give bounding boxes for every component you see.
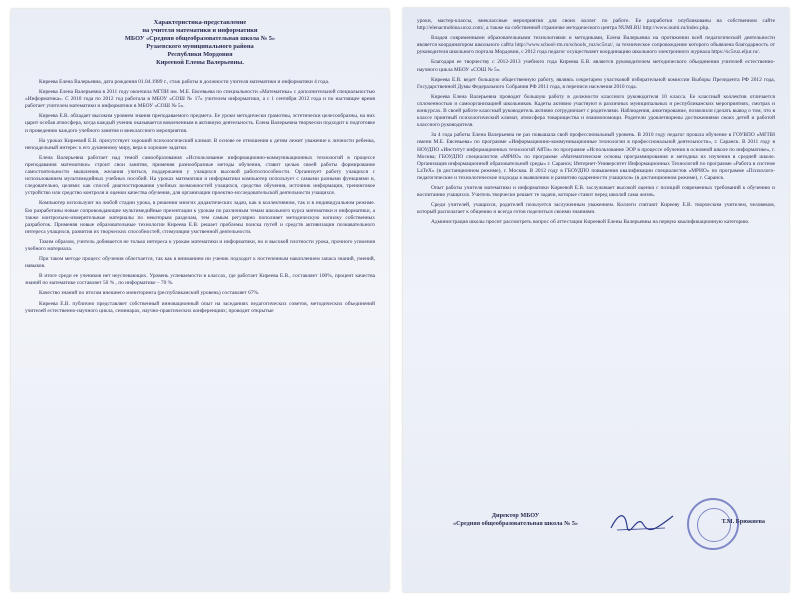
heading-line: на учителя математики и информатики <box>142 27 258 34</box>
paragraph: Компьютер используют на любой стадии урока, в решении многих дидактических задач, как в коллективном, так и в индивидуальном режиме. Ею разработаны новые сопровождающие мультимедийные презентации к урокам по различным темам школьного курса математики и информатики, а также контрольно-измерительные материалы по некоторым разделам, тем самым регулярно пополняет методическую копилку собственных разработок. Применяя новые образовательные технологии Киреева Е.В. решает проблемы поиска путей и средств активизации познавательного интереса учащихся, развития их творческих способностей, стимуляции умственной деятельности. <box>25 200 375 235</box>
heading-line: МБОУ «Средняя общеобразовательная школа № 5» <box>124 35 276 42</box>
document-heading <box>25 19 375 67</box>
paragraph: Благодаря ее творчеству с 2012-2013 учебного года Киреева Е.В. является руководителем методического объединения учителей естественно-научного цикла МБОУ «СОШ № 5». <box>417 59 775 73</box>
paragraph: Среди учителей, учащихся, родителей пользуется заслуженным уважением. Коллеги считают Кирееву Е.В. творческим учителем, человеком, который располагает к общению и всегда готов поделиться своими знаниями. <box>417 202 775 216</box>
right-document-page <box>403 8 789 592</box>
signatory-title-line: «Средняя общеобразовательная школа № 5» <box>453 520 579 527</box>
paragraph: Таким образом, учитель добивается не только интереса к урокам математики и информатики, но и высокой плотности урока, прочного усвоения учебного материала. <box>25 238 375 252</box>
paragraph: Киреева Елена Валерьевна в 2011 году окончила МГПИ им. М.Е. Евсевьева по специальности «Математика» с дополнительной специальностью «Информатика». С 2010 года по 2012 год работала в МБОУ «СОШ № 17» учителем информатики, а с 1 сентября 2012 года и по настоящее время работает учителем математики и информатики в МБОУ «СОШ № 5». <box>25 89 375 110</box>
paragraph: За 4 года работы Елена Валерьевна не раз повышала свой профессиональный уровень. В 2010 году педагог прошла обучение в ГОУВПО «МГПИ имени М.Е. Евсевьева» по программе «Информационно-коммуникационные технологии в профессиональной деятельности», г. Саранск. В 2011 году в НОУДПО «Институт информационных технологий АйТи» по программе «Использование ЭОР в процессе обучения в основной школе по информатике», г. Москва; ГБОУДПО специалистов «МРИО» по программе «Математические основы программирования и методика их изучения в средней школе. Организация информационной образовательной среды» г. Саранск; Интернет-Университет Информационных Технологий по программе «Работа в системе LaTeX» (в дистанционном режиме), г. Москва. В 2012 году в ГБОУДПО повышения квалификации специалистов «МРИО» по программе «Психолого-педагогические и технологические подходы к выявлению и развитию одаренности учащихся» (в дистанционном режиме), г. Саранск. <box>417 132 775 181</box>
paragraph: При таком методе процесс обучения облегчается, так как в вниманием ни ученик подходит к постепенным накоплением запаса знаний, умений, навыков. <box>25 256 375 270</box>
heading-line: Характеристика-представление <box>153 19 247 26</box>
left-page-content <box>25 19 375 581</box>
signature-block <box>417 498 775 548</box>
heading-line: Киреевой Елены Валерьевны. <box>156 59 244 66</box>
signatory-name: Т.М. Брюжиева <box>721 518 765 525</box>
paragraph: Владея современными образовательными технологиями и методиками, Елена Валерьевна на протяжении всей педагогической деятельности является координатором школьного сайта http://www.school-rm.ru/schools_ruz/sc5ruz/, за техническое сопровождение которого объявлена благодарность от руководителя школьного портала Мордовии, с 2012 года педагог осуществляет координацию школьного электронного журнала https://sc5ruz.eljur.ru/. <box>417 35 775 56</box>
handwritten-signature <box>607 508 677 536</box>
paragraph: Киреева Е.В. ведет большую общественную работу, являясь секретарем участковой избирательной комиссии Выборы Президента РФ 2012 года, Государственной Думы Федерального Собрания РФ 2011 года, в переписи населения 2010 года. <box>417 76 775 90</box>
paragraph: Киреева Е.В. публично представляет собственный инновационный опыт на заседаниях педагогических советов, методических объединений учителей естественно-научного цикла, семинарах, научно-практических конференциях; проводит открытые <box>25 300 375 314</box>
paragraph: Елена Валерьевна работает над темой самообразования «Использование информационно-коммуникационных технологий в процессе преподавания математики» строит свои занятия, применяя разнообразные методы обучения, ставит целью своей работы формирование самостоятельности мышления, желания учиться, поддержания у учащихся высокой работоспособности. Организует работу учащихся с использованием мультимедийных учебных пособий. На уроках математики и информатики компьютер использует с самыми разными функциями и, следовательно, целями: как способ диагностирования учебных возможностей учащихся, средство обучения, источник информации, тренинговое устройство или средство контроля и оценки качества обучения, для организации проектно-исследовательской деятельности учащихся. <box>25 154 375 197</box>
left-document-page <box>11 9 389 591</box>
paragraph: Киреева Елена Валерьевна проводит большую работу в должности классного руководителя 10 класса. Ее классный коллектив отличается сплоченностью и самоорганизацией школьников. Кадеты активно участвуют в различных муниципальных и республиканских мероприятиях, смотрах и конкурсах. В своей работе классный руководитель активно сотрудничает с родителями. Наблюдения, анкетирование, позволили сделать вывод о том, что в классе приятный психологический климат, атмосфера товарищества и взаимопомощи. Родители удовлетворены достижениями своих детей и работой классного руководителя. <box>417 93 775 129</box>
paragraph: Киреева Елена Валерьевна, дата рождения 01.04.1989 г., стаж работы в должности учителя математики и информатики 4 года. <box>39 79 330 85</box>
heading-line: Республики Мордовия <box>167 51 233 58</box>
signatory-title-line: Директор МБОУ <box>491 512 540 519</box>
heading-line: Рузаевского муниципального района <box>146 43 254 50</box>
paragraph: На уроках Киреевой Е.В. присутствует хороший психологический климат. В основе ее отношения к детям лежит уважение к личности ребенка, неподдельный интерес к его душевному миру, вера в хорошее задатки. <box>25 137 375 151</box>
signatory-title <box>453 512 578 528</box>
paragraph: Администрация школы просит рассмотреть вопрос об аттестации Киреевой Елены Валерьевны на первую квалификационную категорию. <box>431 219 750 226</box>
paragraph: В итоге среди ее учеников нет неуспевающих. Уровень успеваемости в классах, где работает Киреева Е.В., составляет 100%, процент качества знаний по математике составляет 50 % , по информатике – 70 %. <box>25 273 375 287</box>
paragraph: уроки, мастер-классы, внеклассные мероприятия для своих коллег по работе. Ее разработки опубликованы на собственном сайте http://elenacmobina.ucoz.com/, а также на собственной страничке методического центра NUMI.RU http://www.numi.ru/index.php. <box>417 18 775 32</box>
paragraph: Качество знаний по итогам внешнего мониторинга (республиканский уровень) составляет 67%. <box>39 290 260 297</box>
paragraph: Киреева Е.В. обладает высоким уровнем знания преподаваемого предмета. Ее уроки методически грамотны, эстетически целесообразны, на них царит особая атмосфера, когда каждый ученик оказывается вовлеченным в активную деятельность. Елена Валерьевна творчески подходит к подготовке и проведению каждого учебного занятия и внеклассного мероприятия. <box>25 113 375 134</box>
paragraph: Опыт работы учителя математики и информатики Киреевой Е.В. заслуживает высокой оценки с позиций современных требований к обучению и воспитанию учащихся. Учитель творчески решает те задачи, которые ставит перед школой сама жизнь. <box>417 184 775 199</box>
